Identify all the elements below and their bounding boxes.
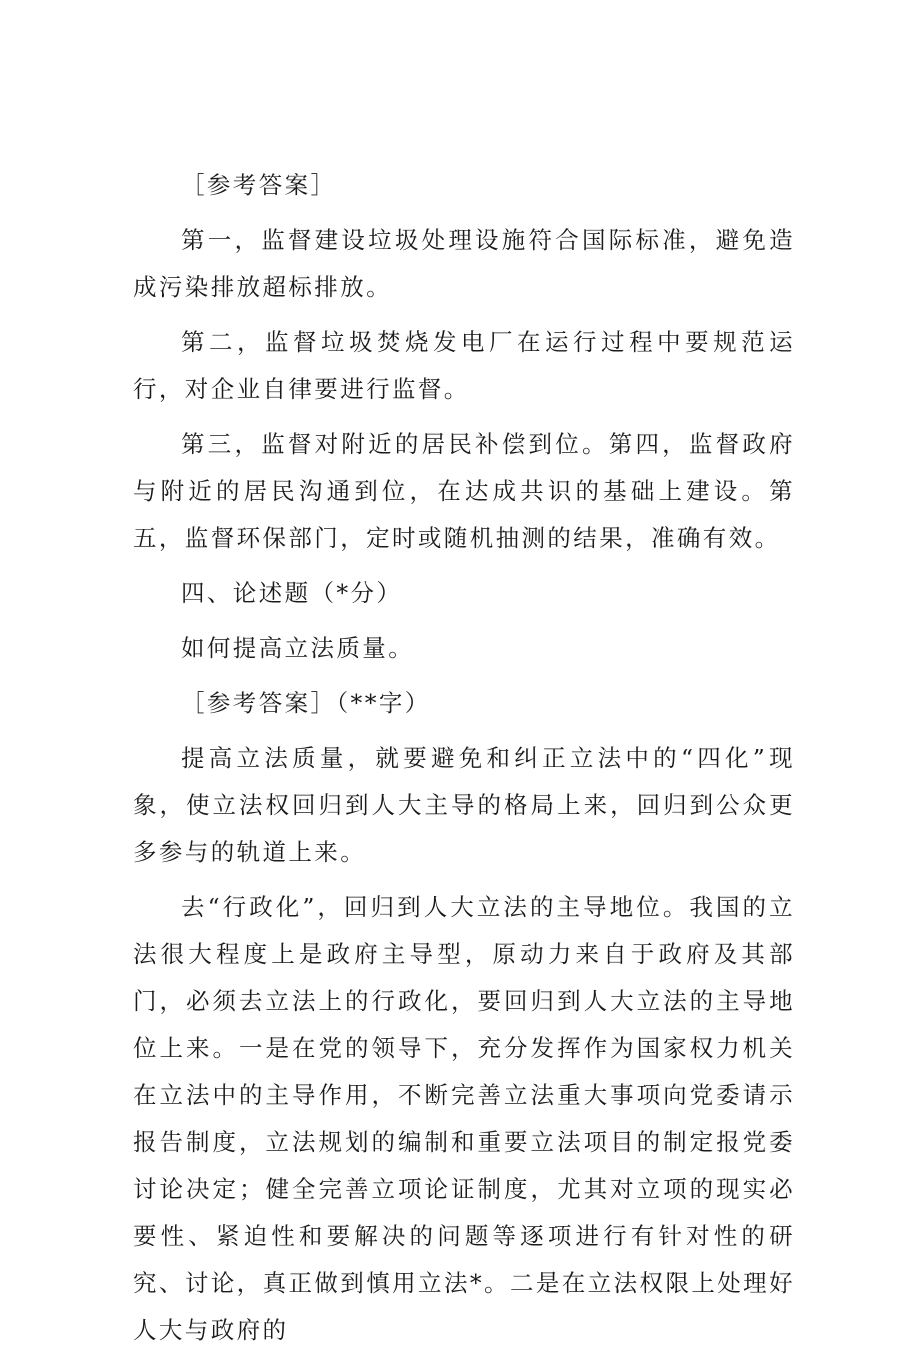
document-body <box>133 162 795 1362</box>
answer-point-3-5: 第三，监督对附近的居民补偿到位。第四，监督政府与附近的居民沟通到位，在达成共识的基础上建设。第五，监督环保部门，定时或随机抽测的结果，准确有效。 <box>133 430 795 552</box>
answer-heading-1: ［参考答案］ <box>181 171 337 199</box>
answer-point-2: 第二，监督垃圾焚烧发电厂在运行过程中要规范运行，对企业自律要进行监督。 <box>133 328 795 403</box>
section-heading: 四、论述题（*分） <box>181 579 403 607</box>
answer-point-1: 第一，监督建设垃圾处理设施符合国际标准，避免造成污染排放超标排放。 <box>133 226 795 301</box>
answer-heading-2: ［参考答案］（**字） <box>181 689 431 717</box>
question-text: 如何提高立法质量。 <box>181 634 415 662</box>
answer-body: 去“行政化”，回归到人大立法的主导地位。我国的立法很大程度上是政府主导型，原动力来自于政府及其部门，必须去立法上的行政化，要回归到人大立法的主导地位上来。一是在党的领导下，充分发挥作为国家权力机关在立法中的主导作用，不断完善立法重大事项向党委请示报告制度，立法规划的编制和重要立法项目的制定报党委讨论决定；健全完善立项论证制度，尤其对立项的现实必要性、紧迫性和要解决的问题等逐项进行有针对性的研究、讨论，真正做到慎用立法*。二是在立法权限上处理好人大与政府的 <box>133 893 795 1344</box>
answer-intro: 提高立法质量，就要避免和纠正立法中的“四化”现象，使立法权回归到人大主导的格局上来，回归到公众更多参与的轨道上来。 <box>133 744 795 866</box>
